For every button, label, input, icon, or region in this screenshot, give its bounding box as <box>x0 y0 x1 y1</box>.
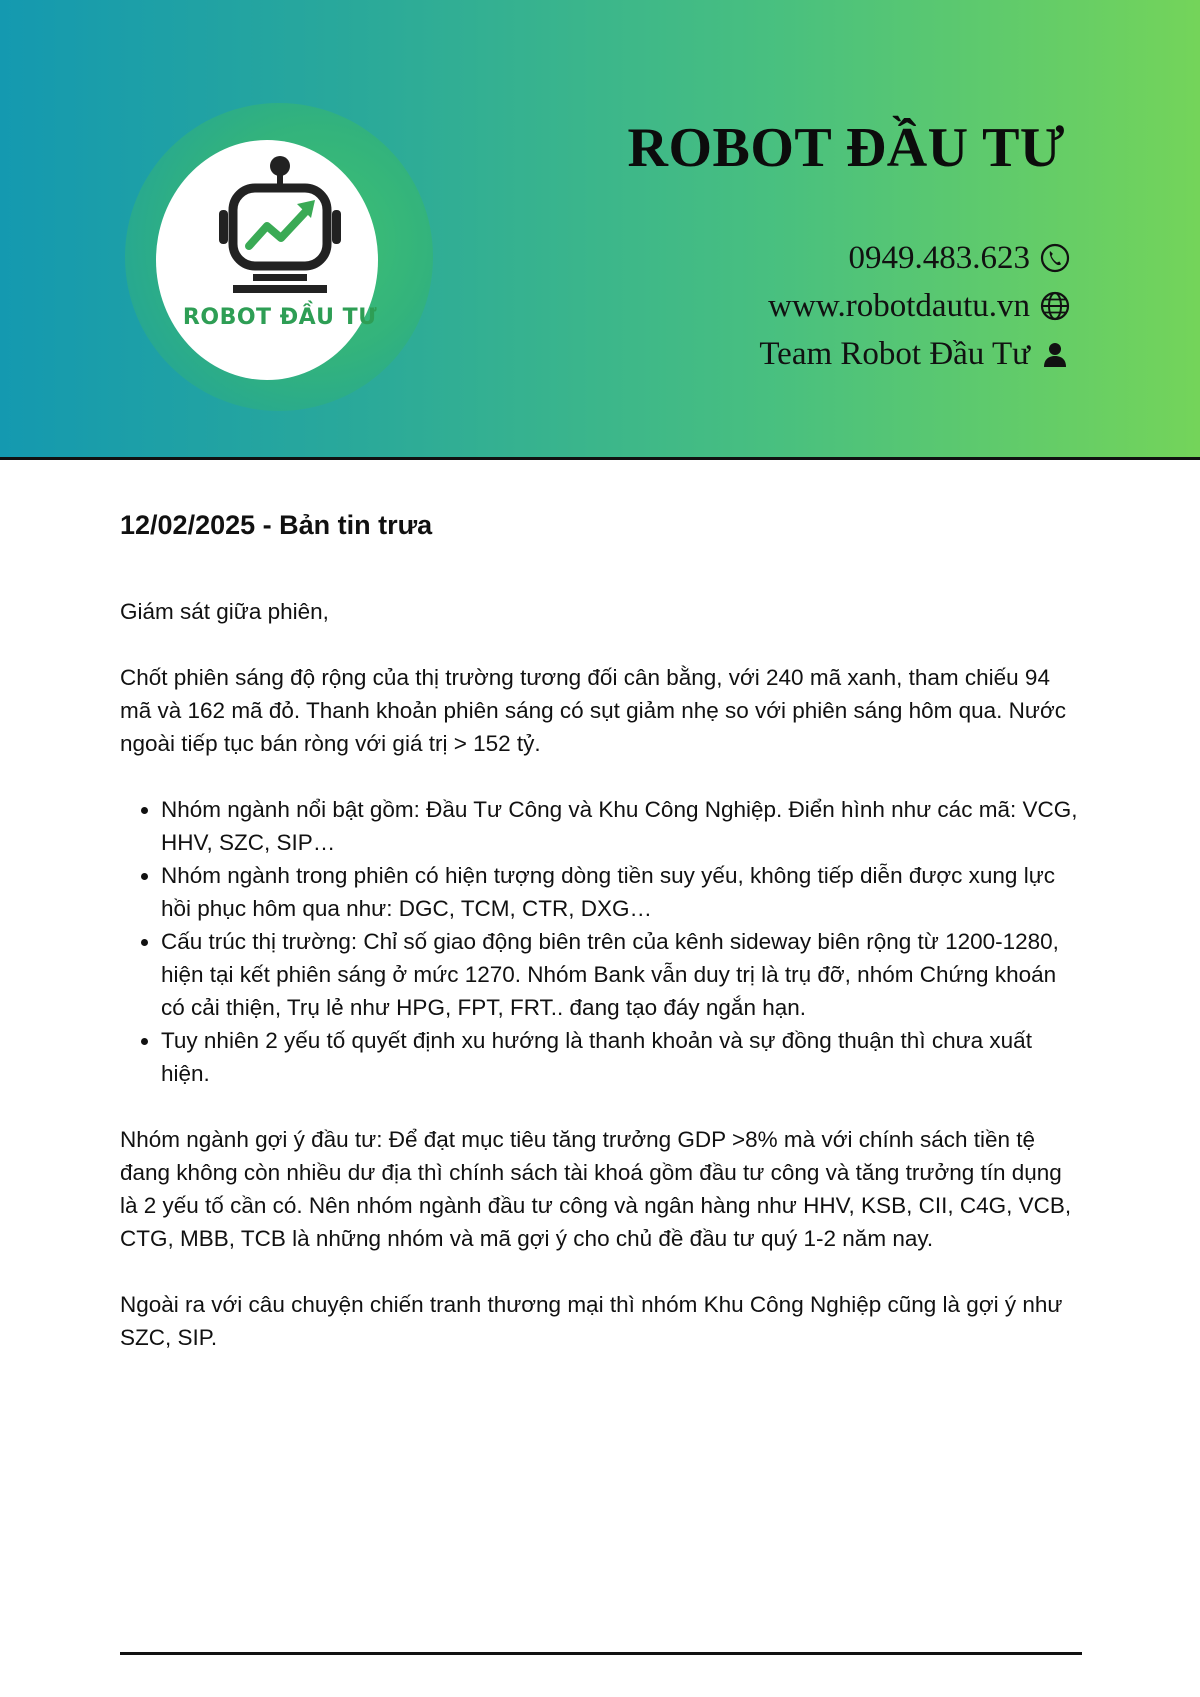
website-link[interactable]: www.robotdautu.vn <box>768 287 1030 324</box>
list-item: • Nhóm ngành trong phiên có hiện tượng dòng tiền suy yếu, không tiếp diễn được xung lực hồi phục hôm qua như: DGC, TCM, CTR, DXG… <box>161 859 1085 925</box>
recommendation-paragraph: Nhóm ngành gợi ý đầu tư: Để đạt mục tiêu tăng trưởng GDP >8% mà với chính sách tiền tệ đang không còn nhiều dư địa thì chính sách tài khoá gồm đầu tư công và tăng trưởng tín dụng là 2 yếu tố cần có. Nên nhóm ngành đầu tư công và ngân hàng như HHV, KSB, CII, C4G, VCB, CTG, MBB, TCB là những nhóm và mã gợi ý cho chủ đề đầu tư quý 1-2 năm nay. <box>120 1127 1072 1251</box>
logo-text: ROBOT ĐẦU TƯ <box>182 305 378 330</box>
list-item: • Tuy nhiên 2 yếu tố quyết định xu hướng là thanh khoản và sự đồng thuận thì chưa xuất hiện. <box>161 1024 1085 1090</box>
phone-number: 0949.483.623 <box>848 239 1030 276</box>
document-body <box>120 595 1085 1387</box>
closing-paragraph: Ngoài ra với câu chuyện chiến tranh thương mại thì nhóm Khu Công Nghiệp cũng là gợi ý như SZC, SIP. <box>120 1292 1063 1350</box>
brand-title: ROBOT ĐẦU TƯ <box>627 117 1065 179</box>
person-icon <box>1040 339 1070 369</box>
market-summary: Chốt phiên sáng độ rộng của thị trường tương đối cân bằng, với 240 mã xanh, tham chiếu 94 mã và 162 mã đỏ. Thanh khoản phiên sáng có sụt giảm nhẹ so với phiên sáng hôm qua. Nước ngoài tiếp tục bán ròng với giá trị > 152 tỷ. <box>120 665 1066 756</box>
team-row <box>759 334 1070 374</box>
list-item: • Cấu trúc thị trường: Chỉ số giao động biên trên của kênh sideway biên rộng từ 1200-1280, hiện tại kết phiên sáng ở mức 1270. Nhóm Bank vẫn duy trị là trụ đỡ, nhóm Chứng khoán có cải thiện, Trụ lẻ như HPG, FPT, FRT.. đang tạo đáy ngắn hạn. <box>161 925 1085 1024</box>
phone-row <box>849 238 1071 278</box>
highlights-list <box>120 793 1085 1090</box>
document-title: 12/02/2025 - Bản tin trưa <box>120 510 433 540</box>
phone-icon <box>1040 243 1070 273</box>
header-banner <box>0 0 1200 460</box>
robot-logo-icon <box>205 150 355 300</box>
greeting: Giám sát giữa phiên, <box>120 599 329 624</box>
team-name: Team Robot Đầu Tư <box>759 335 1030 372</box>
list-item: • Nhóm ngành nổi bật gồm: Đầu Tư Công và Khu Công Nghiệp. Điển hình như các mã: VCG, HHV, SZC, SIP… <box>161 793 1085 859</box>
footer-divider <box>120 1652 1082 1655</box>
globe-icon <box>1040 291 1070 321</box>
website-row <box>768 286 1070 326</box>
